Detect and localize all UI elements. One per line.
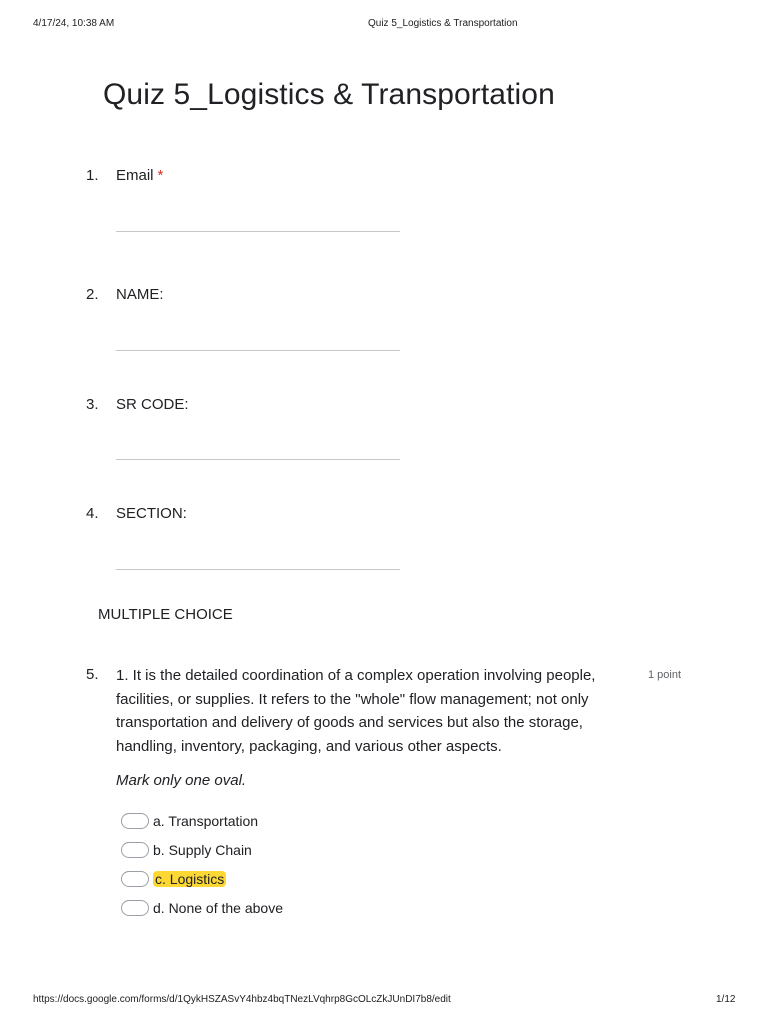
email-question-label: [116, 167, 163, 184]
option-label: a. Transportation: [153, 813, 259, 829]
radio-oval[interactable]: [121, 871, 149, 887]
name-question-label: NAME:: [116, 286, 164, 303]
print-datetime: 4/17/24, 10:38 AM: [33, 18, 115, 29]
option-supply-chain[interactable]: [121, 840, 252, 860]
question-number: 5.: [86, 666, 99, 683]
sr-code-field[interactable]: [116, 459, 400, 460]
option-transportation[interactable]: [121, 811, 258, 831]
mark-one-oval-hint: Mark only one oval.: [116, 772, 247, 789]
radio-oval[interactable]: [121, 842, 149, 858]
radio-oval[interactable]: [121, 813, 149, 829]
email-field[interactable]: [116, 231, 400, 232]
question-number: 2.: [86, 286, 99, 303]
print-doc-title: Quiz 5_Logistics & Transportation: [368, 18, 518, 29]
highlighted-option-label: c. Logistics: [155, 871, 225, 887]
points-label: 1 point: [648, 669, 682, 681]
question-text: 1. It is the detailed coordination of a complex operation involving people, facilities, or supplies. It refers to the "whole" flow management; not only transportation and delivery of goods and services but also the storage, handling, inventory, packaging, and various other aspects.: [116, 667, 596, 755]
section-field[interactable]: [116, 569, 400, 570]
question-number: 1.: [86, 167, 99, 184]
footer-url: https://docs.google.com/forms/d/1QykHSZASvY4hbz4bqTNezLVqhrp8GcOLcZkJUnDI7b8/edit: [33, 994, 451, 1005]
form-title: Quiz 5_Logistics & Transportation: [103, 78, 555, 111]
section-question-label: SECTION:: [116, 505, 187, 522]
page-number: 1/12: [716, 994, 736, 1005]
option-label: d. None of the above: [153, 900, 283, 916]
question-number: 4.: [86, 505, 99, 522]
required-asterisk: *: [157, 167, 164, 184]
option-none-of-the-above[interactable]: [121, 898, 283, 918]
option-logistics[interactable]: [121, 869, 226, 889]
sr-code-question-label: SR CODE:: [116, 396, 189, 413]
section-title: MULTIPLE CHOICE: [98, 606, 233, 623]
email-label-text: Email: [116, 167, 154, 184]
option-label: b. Supply Chain: [153, 842, 252, 858]
question-number: 3.: [86, 396, 99, 413]
name-field[interactable]: [116, 350, 400, 351]
radio-oval[interactable]: [121, 900, 149, 916]
